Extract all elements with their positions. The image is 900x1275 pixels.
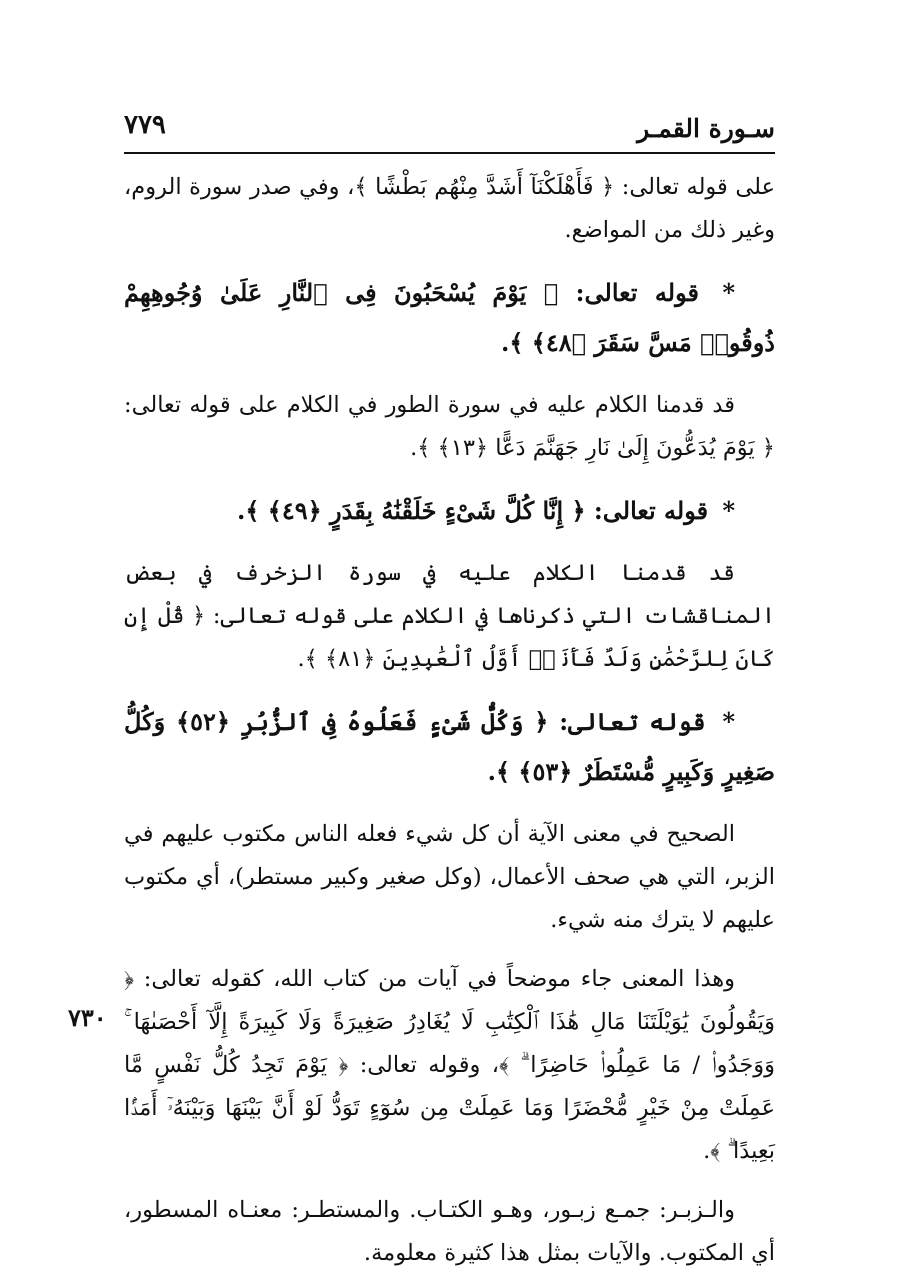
heading-lead: قوله تعالى: [593, 496, 709, 525]
paragraph-5: قد قدمنا الكلام عليه في سورة الزخرف في بعض المناقشات التي ذكرناها في الكلام على قوله تعالى: ﴿ قُلْ إِن كَانَ لِلرَّحْمَٰنِ وَلَدٌ فَأَنَا۠ أَوَّلُ ٱلْعَٰبِدِينَ ﴿٨١﴾ ﴾. [124, 560, 775, 672]
bullet-star: * [722, 496, 735, 525]
verse-heading-52-53 [124, 697, 775, 797]
page-content [124, 154, 775, 1275]
heading-lead: قوله تعالى: [575, 278, 699, 307]
quran-verse: ﴿ يَوْمَ يُسْحَبُونَ فِى ٱلنَّارِ عَلَىٰ وُجُوهِهِمْ ذُوقُوا۟ مَسَّ سَقَرَ ﴿٤٨﴾ ﴾. [124, 278, 775, 357]
paragraph-9: والـزبـر: جمـع زبـور، وهـو الكتـاب. والمستطـر: معنـاه المسطور، أي المكتوب. والآيات بمثل هذا كثيرة معلومة. [124, 1197, 775, 1266]
page-number: ٧٧٩ [124, 110, 166, 140]
quran-verse: ﴿ وَكُلُّ شَىْءٍ فَعَلُوهُ فِى ٱلزُّبُرِ ﴿٥٢﴾ وَكُلُّ صَغِيرٍ وَكَبِيرٍ مُّسْتَطَرٌ ﴿٥٣﴾ ﴾. [124, 707, 775, 786]
margin-page-number: ٧٣٠ [68, 1003, 107, 1032]
bullet-star: * [722, 278, 735, 307]
paragraph-8: وهذا المعنى جاء موضحاً في آيات من كتاب الله، كقوله تعالى: ﴿ وَيَقُولُونَ يَٰوَيْلَتَنَا مَالِ هَٰذَا ٱلْكِتَٰبِ لَا يُغَادِرُ صَغِيرَةً وَلَا كَبِيرَةً إِلَّآ أَحْصَىٰهَا ۚ وَوَجَدُوا۟ / مَا عَمِلُوا۟ حَاضِرًا ۗ ﴾، وقوله تعالى: ﴿ يَوْمَ تَجِدُ كُلُّ نَفْسٍ مَّا عَمِلَتْ مِنْ خَيْرٍ مُّحْضَرًا وَمَا عَمِلَتْ مِن سُوٓءٍ تَوَدُّ لَوْ أَنَّ بَيْنَهَا وَبَيْنَهُۥٓ أَمَدًۢا بَعِيدًا ۗ ﴾. [124, 966, 775, 1164]
paragraph-7: الصحيح في معنى الآية أن كل شيء فعله الناس مكتوب عليهم في الزبر، التي هي صحف الأعمال، (وكل صغير وكبير مستطر)، أي مكتوب عليهم لا يترك منه شيء. [124, 821, 775, 933]
page-header [124, 108, 775, 154]
verse-heading-49 [124, 486, 775, 536]
paragraph-1: على قوله تعالى: ﴿ فَأَهْلَكْنَآ أَشَدَّ مِنْهُم بَطْشًا ﴾، وفي صدر سورة الروم، وغير ذلك من المواضع. [124, 174, 775, 243]
surah-title: سـورة القمـر [637, 114, 775, 143]
paragraph-3: قد قدمنا الكلام عليه في سورة الطور في الكلام على قوله تعالى: ﴿ يَوْمَ يُدَعُّونَ إِلَىٰ نَارِ جَهَنَّمَ دَعًّا ﴿١٣﴾ ﴾. [124, 392, 775, 461]
book-page [124, 108, 775, 1266]
verse-heading-48 [124, 268, 775, 368]
heading-lead: قوله تعالى: [559, 707, 706, 736]
bullet-star: * [722, 707, 736, 736]
quran-verse: ﴿ إِنَّا كُلَّ شَىْءٍ خَلَقْنَٰهُ بِقَدَرٍ ﴿٤٩﴾ ﴾. [236, 496, 586, 525]
